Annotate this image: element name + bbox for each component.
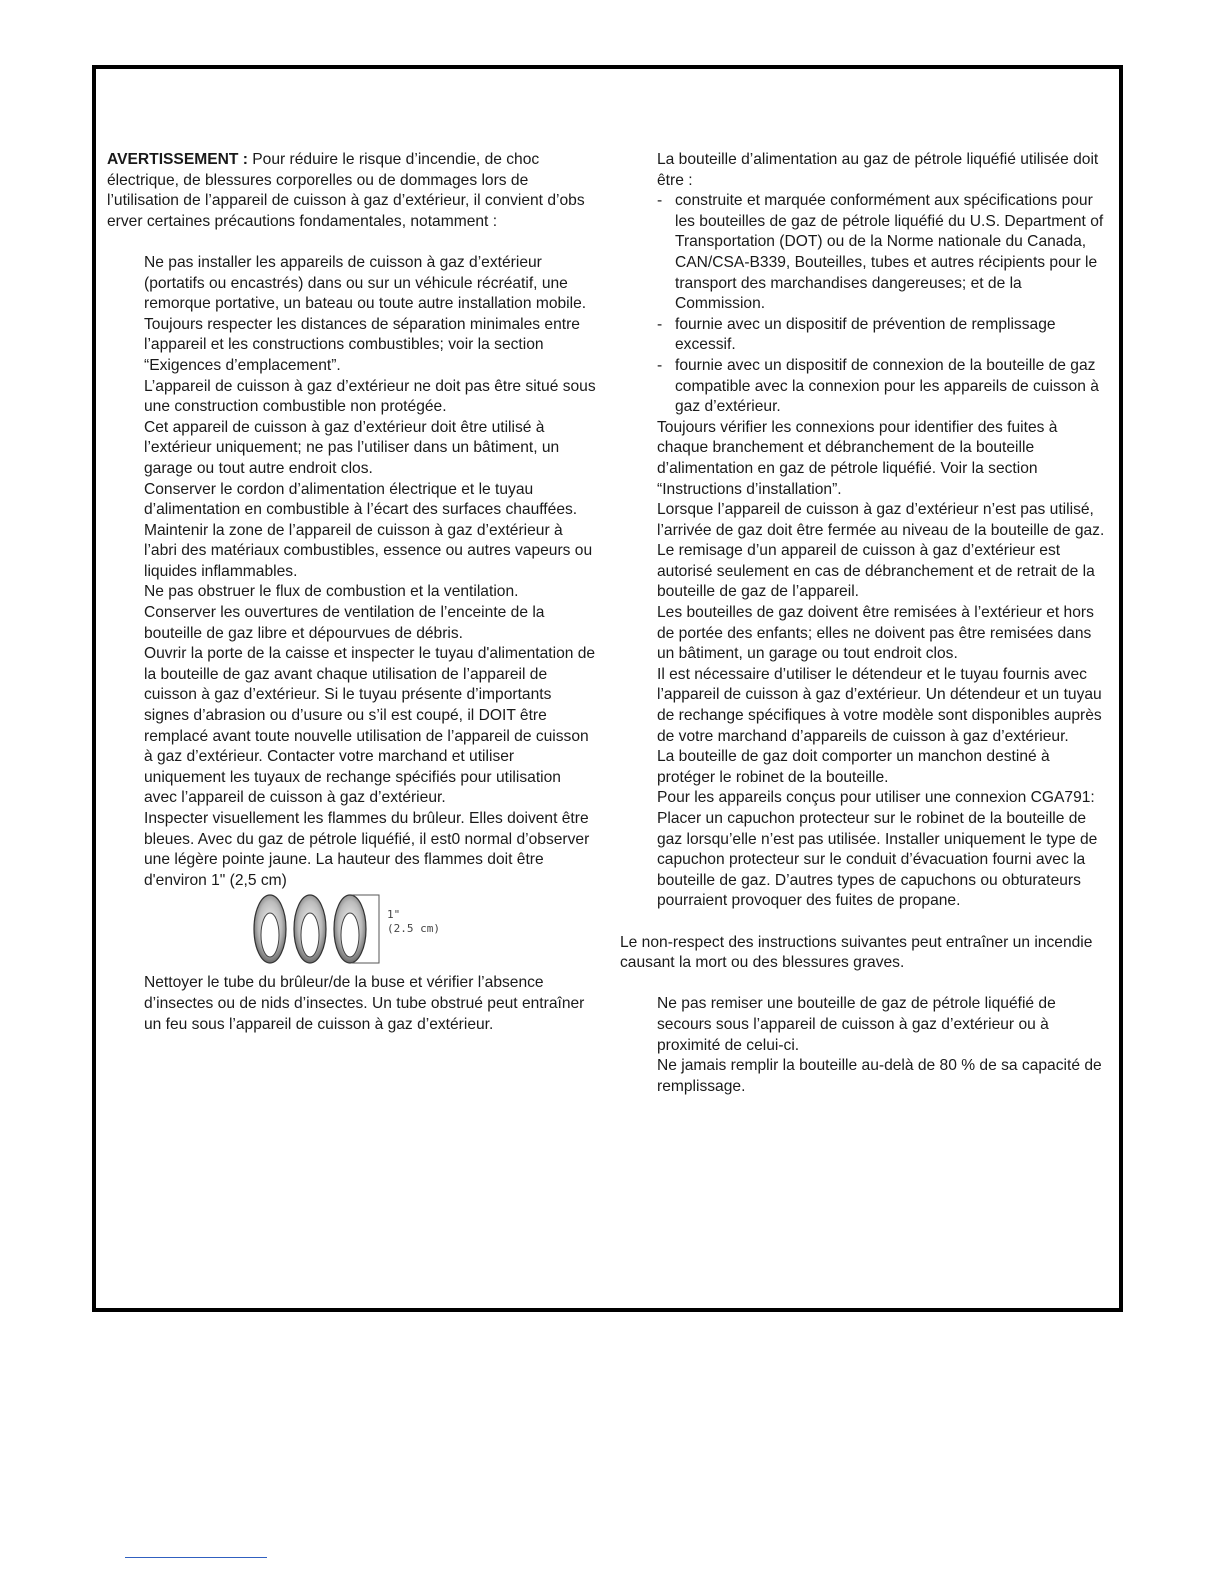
left-item: Ouvrir la porte de la caisse et inspecter le tuyau d'alimentation de la bouteille de gaz avant chaque utilisation de l’appareil de cuisson à gaz d’extérieur. Si le tuyau présente d’importants signes d’abrasion ou d’usure ou s’il est coupé, il DOIT être remplacé avant toute nouvelle utilisation de l’appareil de cuisson à gaz d’extérieur. Contacter votre marchand et utiliser uniquement les tuyaux de rechange spécifiés pour utilisation avec l’appareil de cuisson à gaz d’extérieur. bbox=[144, 645, 596, 807]
left-item: Conserver le cordon d’alimentation électrique et le tuyau d’alimentation en combustible à l’écart des surfaces chauffées. bbox=[144, 480, 578, 519]
flame-dim-cm: (2.5 cm) bbox=[387, 922, 440, 936]
right-item: Toujours vérifier les connexions pour identifier des fuites à chaque branchement et débranchement de la bouteille d’alimentation en gaz de pétrole liquéfié. Voir la section “Instructions d’installation”. bbox=[657, 418, 1058, 498]
spacer bbox=[620, 912, 1110, 933]
left-item: Conserver les ouvertures de ventilation de l’enceinte de la bouteille de gaz libre et dépourvues de débris. bbox=[144, 604, 545, 642]
left-item: Inspecter visuellement les flammes du brûleur. Elles doivent être bleues. Avec du gaz de pétrole liquéfié, il est0 normal d’observer une légère pointe jaune. La hauteur des flammes doit être d'environ 1" (2,5 cm) bbox=[144, 810, 590, 889]
spacer bbox=[107, 232, 597, 253]
right-item: Lorsque l’appareil de cuisson à gaz d’extérieur n’est pas utilisé, l’arrivée de gaz doit être fermée au niveau de la bouteille de gaz. bbox=[657, 501, 1105, 539]
right-item: La bouteille de gaz doit comporter un manchon destiné à protéger le robinet de la bouteille. bbox=[657, 748, 1050, 786]
left-item: Cet appareil de cuisson à gaz d’extérieur doit être utilisé à l’extérieur uniquement; ne pas l’utiliser dans un bâtiment, un garage ou tout autre endroit clos. bbox=[144, 418, 560, 477]
left-item: L’appareil de cuisson à gaz d’extérieur ne doit pas être situé sous une construction combustible non protégée. bbox=[144, 377, 596, 416]
dash-bullet: - bbox=[657, 356, 663, 374]
left-item: Nettoyer le tube du brûleur/de la buse et vérifier l’absence d’insectes ou de nids d’insectes. Un tube obstrué peut entraîner un feu sous l’appareil de cuisson à gaz d’extérieur. bbox=[144, 974, 585, 1033]
flame-dim-inch: 1" bbox=[387, 908, 401, 922]
dash-item: - fournie avec un dispositif de connexion de la bouteille de gaz compatible avec la connexion pour les appareils de cuisson à gaz d’extérieur. bbox=[657, 356, 1099, 416]
spacer bbox=[620, 974, 1110, 995]
right-column bbox=[620, 150, 1110, 1097]
dash-item: - fournie avec un dispositif de prévention de remplissage excessif. bbox=[657, 315, 1056, 354]
left-item: Maintenir la zone de l’appareil de cuisson à gaz d’extérieur à l’abri des matériaux combustibles, essence ou autres vapeurs ou liquides inflammables. bbox=[144, 521, 593, 580]
dash-item: - construite et marquée conformément aux spécifications pour les bouteilles de gaz de pétrole liquéfié du U.S. Department of Transportation (DOT) ou de la Norme nationale du Canada, CAN/CSA-B339, Bouteilles, tubes et autres récipients pour le transport des marchandises dangereuses; et de la Commission. bbox=[657, 192, 1104, 313]
final-item: Ne pas remiser une bouteille de gaz de pétrole liquéfié de secours sous l’appareil de cuisson à gaz d’extérieur ou à proximité de celui-ci. bbox=[657, 995, 1056, 1054]
right-item: Pour les appareils conçus pour utiliser une connexion CGA791: Placer un capuchon protecteur sur le robinet de la bouteille de gaz lorsqu’elle n’est pas utilisée. Installer uniquement le type de capuchon protecteur sur le conduit d’évacuation fourni avec la bouteille de gaz. D’autres types de capuchons ou obturateurs pourraient provoquer des fuites de propane. bbox=[657, 789, 1098, 910]
dash-bullet: - bbox=[657, 315, 663, 333]
dash-bullet: - bbox=[657, 192, 663, 210]
cylinder-intro: La bouteille d’alimentation au gaz de pétrole liquéfié utilisée doit être : bbox=[657, 151, 1099, 189]
right-item: Les bouteilles de gaz doivent être remisées à l’extérieur et hors de portée des enfants; elles ne doivent pas être remisées dans un bâtiment, un garage ou tout endroit clos. bbox=[657, 604, 1094, 663]
flame-height-figure bbox=[252, 891, 472, 973]
final-item: Ne jamais remplir la bouteille au-delà de 80 % de sa capacité de remplissage. bbox=[657, 1057, 1102, 1095]
warning-label: AVERTISSEMENT : bbox=[107, 151, 248, 168]
flame-icon bbox=[334, 895, 366, 963]
flame-icon bbox=[294, 895, 326, 963]
right-item: Il est nécessaire d’utiliser le détendeur et le tuyau fournis avec l’appareil de cuisson à gaz d’extérieur. Un détendeur et un tuyau de rechange spécifiques à votre modèle sont disponibles auprès de votre marchand d’appareils de cuisson à gaz d’extérieur. bbox=[657, 665, 1102, 745]
left-item: Ne pas installer les appareils de cuisson à gaz d’extérieur (portatifs ou encastrés) dans ou sur un véhicule récréatif, une remorque portative, un bateau ou toute autre installation mobile. bbox=[144, 253, 587, 313]
left-item: Toujours respecter les distances de séparation minimales entre l’appareil et les constructions combustibles; voir la section “Exigences d’emplacement”. bbox=[144, 315, 580, 374]
footer-rule bbox=[125, 1557, 267, 1558]
warning-paragraph bbox=[107, 150, 597, 232]
left-column bbox=[107, 150, 597, 1035]
fire-notice: Le non-respect des instructions suivantes peut entraîner un incendie causant la mort ou des blessures graves. bbox=[620, 933, 1093, 972]
right-item: Le remisage d’un appareil de cuisson à gaz d’extérieur est autorisé seulement en cas de débranchement et de retrait de la bouteille de gaz de l’appareil. bbox=[657, 542, 1095, 601]
flame-icon bbox=[254, 895, 286, 963]
warning-text: Pour réduire le risque d’incendie, de choc électrique, de blessures corporelles ou de dommages lors de l’utilisation de l’appareil de cuisson à gaz d’extérieur, il convient d’obs erver certaines précautions fondamentales, notamment : bbox=[107, 151, 585, 230]
left-item: Ne pas obstruer le flux de combustion et la ventilation. bbox=[144, 583, 519, 601]
